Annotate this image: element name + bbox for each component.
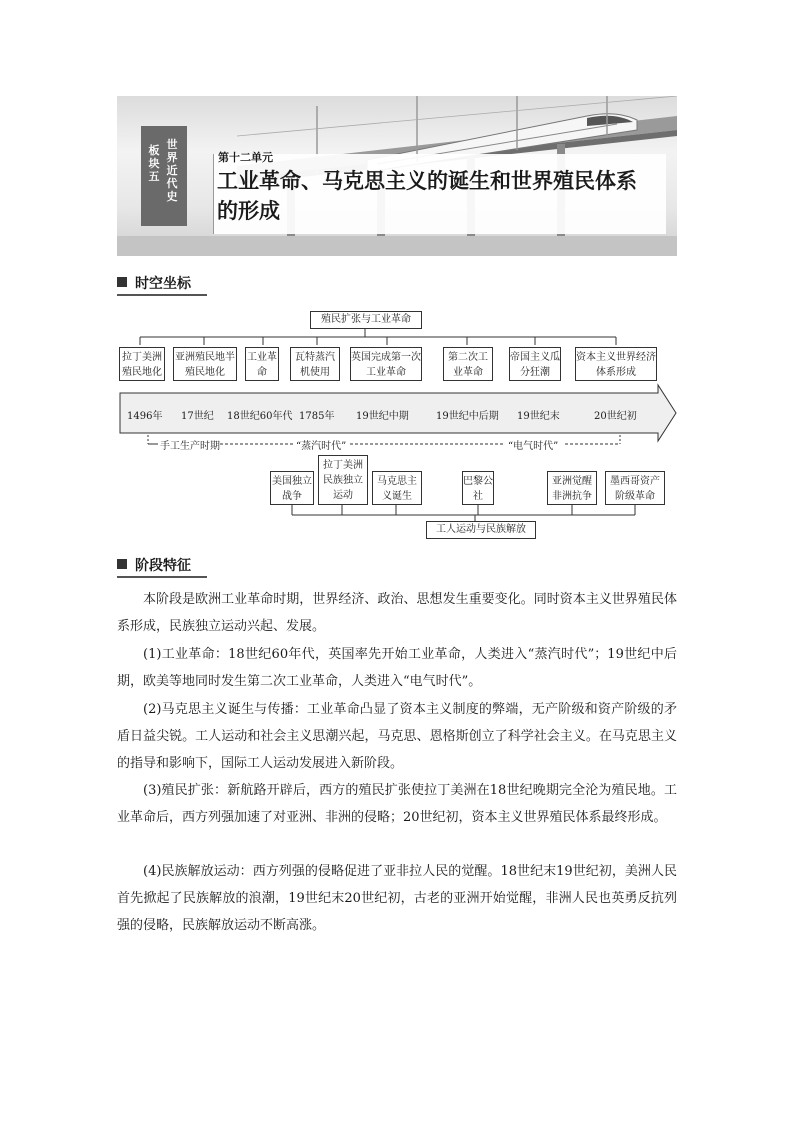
section-heading-text: 阶段特征 [135,558,191,574]
event-box: 资本主义世界经济体系形成 [575,347,657,381]
event-box: 拉丁美洲殖民地化 [119,347,165,381]
event-box: 拉丁美洲民族独立运动 [318,455,368,505]
section-block-label [141,126,187,226]
body-paragraph: (3)殖民扩张：新航路开辟后，西方的殖民扩张使拉丁美洲在18世纪晚期完全沦为殖民地。工业革命后，西方列强加速了对亚洲、非洲的侵略；20世纪初，资本主义世界殖民体系最终形成。 [117,783,677,825]
date-label: 19世纪末 [517,411,560,422]
event-box: 英国完成第一次工业革命 [350,347,422,381]
event-box: 墨西哥资产阶级革命 [605,471,665,505]
date-label: 19世纪中后期 [436,411,499,422]
event-box: 马克思主义诞生 [372,471,422,505]
date-label: 19世纪中期 [356,411,409,422]
unit-banner [117,96,677,256]
timeline-connectors [110,305,680,545]
event-box: 巴黎公社 [462,471,494,505]
labor-liberation-label: 工人运动与民族解放 [426,521,536,539]
heading-underline [117,294,207,296]
event-box: 亚洲觉醒非洲抗争 [547,471,597,505]
event-box: 工业革命 [245,347,279,381]
date-label: 18世纪60年代 [227,411,293,422]
date-label: 1785年 [299,411,335,422]
body-paragraph: (1)工业革命：18世纪60年代，英国率先开始工业革命，人类进入“蒸汽时代”；19世纪中后期，欧美等地同时发生第二次工业革命，人类进入“电气时代”。 [117,647,677,689]
body-paragraph: (2)马克思主义诞生与传播：工业革命凸显了资本主义制度的弊端，无产阶级和资产阶级的矛盾日益尖锐。工人运动和社会主义思潮兴起，马克思、恩格斯创立了科学社会主义。在马克思主义的指导和影响下，国际工人运动发展进入新阶段。 [117,702,677,771]
event-box: 美国独立战争 [270,471,314,505]
date-label: 1496年 [127,411,163,422]
event-box: 第二次工业革命 [443,347,493,381]
unit-number: 第十二单元 [218,151,273,164]
body-paragraph: (4)民族解放运动：西方列强的侵略促进了亚非拉人民的觉醒。18世纪末19世纪初，美洲人民首先掀起了民族解放的浪潮，19世纪末20世纪初，古老的亚洲开始觉醒，非洲人民也英勇反抗列强的侵略，民族解放运动不断高涨。 [117,864,677,933]
square-bullet-icon [117,559,127,569]
body-paragraph: 本阶段是欧洲工业革命时期，世界经济、政治、思想发生重要变化。同时资本主义世界殖民体系形成，民族独立运动兴起、发展。 [117,592,677,634]
event-box: 帝国主义瓜分狂潮 [509,347,561,381]
date-label: 20世纪初 [594,411,637,422]
block-number-label: 板块五 [148,144,160,183]
era-label: 手工生产时期 [160,441,220,452]
era-label: “蒸汽时代” [296,441,347,452]
unit-title: 工业革命、马克思主义的诞生和世界殖民体系的形成 [217,169,637,223]
section-heading-text: 时空坐标 [135,276,191,292]
date-label: 17世纪 [181,411,214,422]
event-box: 瓦特蒸汽机使用 [290,347,340,381]
block-period-label: 世界近代史 [166,138,178,203]
heading-underline [117,576,207,578]
era-label: “电气时代” [508,441,559,452]
event-box: 亚洲殖民地半殖民地化 [173,347,237,381]
colonial-expansion-label: 殖民扩张与工业革命 [310,311,422,329]
square-bullet-icon [117,277,127,287]
